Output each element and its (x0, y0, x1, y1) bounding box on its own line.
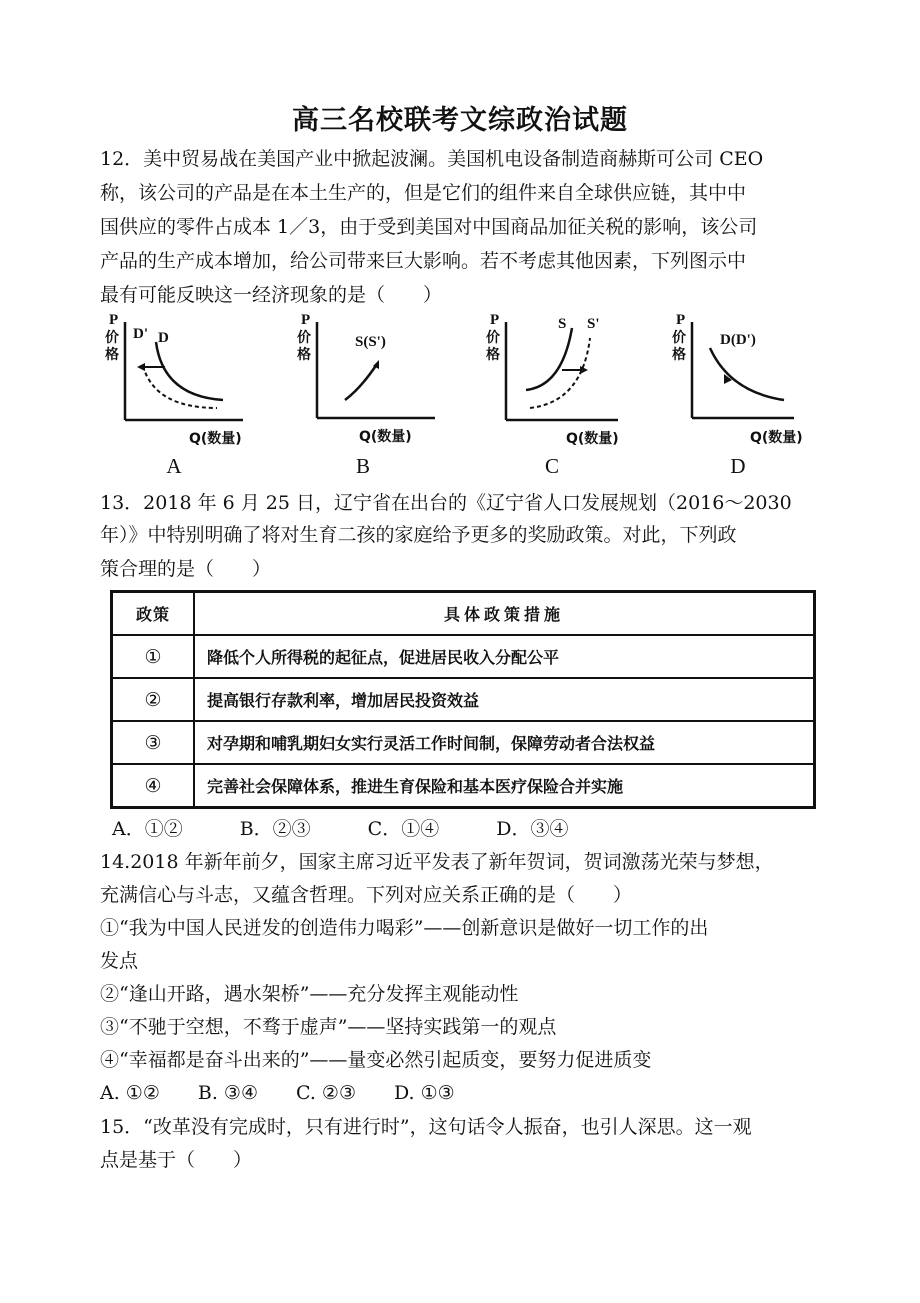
graph-a (103, 308, 253, 453)
axis-price-label-1: 价 (297, 330, 311, 346)
axis-p-label: P (490, 312, 500, 328)
row-number: ② (112, 678, 195, 721)
graph-d-letter: D (730, 454, 746, 478)
graph-d (672, 308, 822, 453)
q12-line: 12．美中贸易战在美国产业中掀起波澜。美国机电设备制造商赫斯可公司 CEO (100, 148, 764, 170)
graph-c-letter: C (544, 454, 559, 478)
axis-price-label-1: 价 (486, 330, 500, 346)
graph-b (297, 308, 447, 453)
row-text: 完善社会保障体系，推进生育保险和基本医疗保险合并实施 (194, 764, 815, 808)
q14-line: 14.2018 年新年前夕，国家主席习近平发表了新年贺词，贺词激荡光荣与梦想， (100, 851, 774, 873)
axis-price-label-2: 格 (672, 347, 686, 363)
axis-price-label-1: 价 (105, 330, 119, 346)
graph-c (486, 308, 636, 453)
q14-line: ④“幸福都是奋斗出来的”——量变必然引起质变，要努力促进质变 (100, 1049, 652, 1071)
axis-price-label-2: 格 (486, 347, 500, 363)
row-number: ① (112, 635, 195, 678)
axis-p-label: P (301, 312, 311, 328)
q14-line: ①“我为中国人民迸发的创造伟力喝彩”——创新意识是做好一切工作的出 (100, 917, 709, 939)
table-header-measures: 具体政策措施 (194, 592, 815, 636)
page-title: 高三名校联考文综政治试题 (292, 105, 628, 136)
table-header-policy: 政策 (112, 592, 195, 636)
axis-q-label: Q(数量) (566, 431, 619, 447)
row-number: ④ (112, 764, 195, 808)
row-text: 提高银行存款利率，增加居民投资效益 (194, 678, 815, 721)
axis-price-label-2: 格 (105, 347, 119, 363)
curve-s (526, 328, 572, 390)
curve-d-prime-label: D' (133, 326, 148, 342)
q12-line: 产品的生产成本增加，给公司带来巨大影响。若不考虑其他因素，下列图示中 (100, 250, 747, 272)
table-row (112, 678, 815, 721)
table-row (112, 721, 815, 764)
arrow-head (137, 363, 145, 371)
curve-s-label: S (558, 316, 567, 332)
curve-s (345, 364, 377, 400)
q14-line: ②“逢山开路，遇水架桥”——充分发挥主观能动性 (100, 983, 519, 1005)
q13-line: 年）》中特别明确了将对生育二孩的家庭给予更多的奖励政策。对此，下列政 (100, 524, 737, 546)
curve-d-label: D (158, 330, 169, 346)
graph-a-letter: A (166, 454, 182, 478)
axis-p-label: P (109, 312, 119, 328)
graph-b-letter: B (355, 454, 370, 478)
policy-table (110, 590, 816, 809)
curve-d (710, 348, 784, 400)
q14-line: 充满信心与斗志，又蕴含哲理。下列对应关系正确的是（ ） (100, 884, 633, 906)
axis-q-label: Q(数量) (750, 430, 803, 446)
row-text: 对孕期和哺乳期妇女实行灵活工作时间制，保障劳动者合法权益 (194, 721, 815, 764)
table-row (112, 635, 815, 678)
curve-s-prime-label: S' (587, 316, 600, 332)
q12-line: 称，该公司的产品是在本土生产的，但是它们的组件来自全球供应链，其中中 (100, 182, 747, 204)
q13-options: A．①② B．②③ C．①④ D．③④ (112, 818, 569, 840)
q14-line: ③“不驰于空想，不骛于虚声”——坚持实践第一的观点 (100, 1016, 557, 1038)
q12-line: 最有可能反映这一经济现象的是（ ） (100, 284, 443, 306)
q14-line: 发点 (100, 950, 139, 972)
axis-q-label: Q(数量) (359, 429, 412, 445)
q15-line: 点是基于（ ） (100, 1149, 253, 1171)
q15-line: 15．“改革没有完成时，只有进行时”，这句话令人振奋，也引人深思。这一观 (100, 1116, 752, 1138)
axis-price-label-1: 价 (672, 330, 686, 346)
curve-d (156, 342, 223, 400)
curve-d-label: D(D') (720, 332, 756, 348)
axis-q-label: Q(数量) (189, 431, 242, 447)
axis-price-label-2: 格 (297, 347, 311, 363)
q13-line: 策合理的是（ ） (100, 558, 272, 580)
q13-line: 13．2018 年 6 月 25 日，辽宁省在出台的《辽宁省人口发展规划（2016～2030 (100, 492, 792, 514)
table-row (112, 764, 815, 808)
q14-options: A. ①② B. ③④ C. ②③ D. ①③ (100, 1082, 455, 1104)
q12-line: 国供应的零件占成本 1／3，由于受到美国对中国商品加征关税的影响，该公司 (100, 216, 758, 238)
curve-s-label: S(S') (355, 334, 386, 350)
axis-p-label: P (676, 312, 686, 328)
table-header-row (112, 592, 815, 636)
row-number: ③ (112, 721, 195, 764)
row-text: 降低个人所得税的起征点，促进居民收入分配公平 (194, 635, 815, 678)
